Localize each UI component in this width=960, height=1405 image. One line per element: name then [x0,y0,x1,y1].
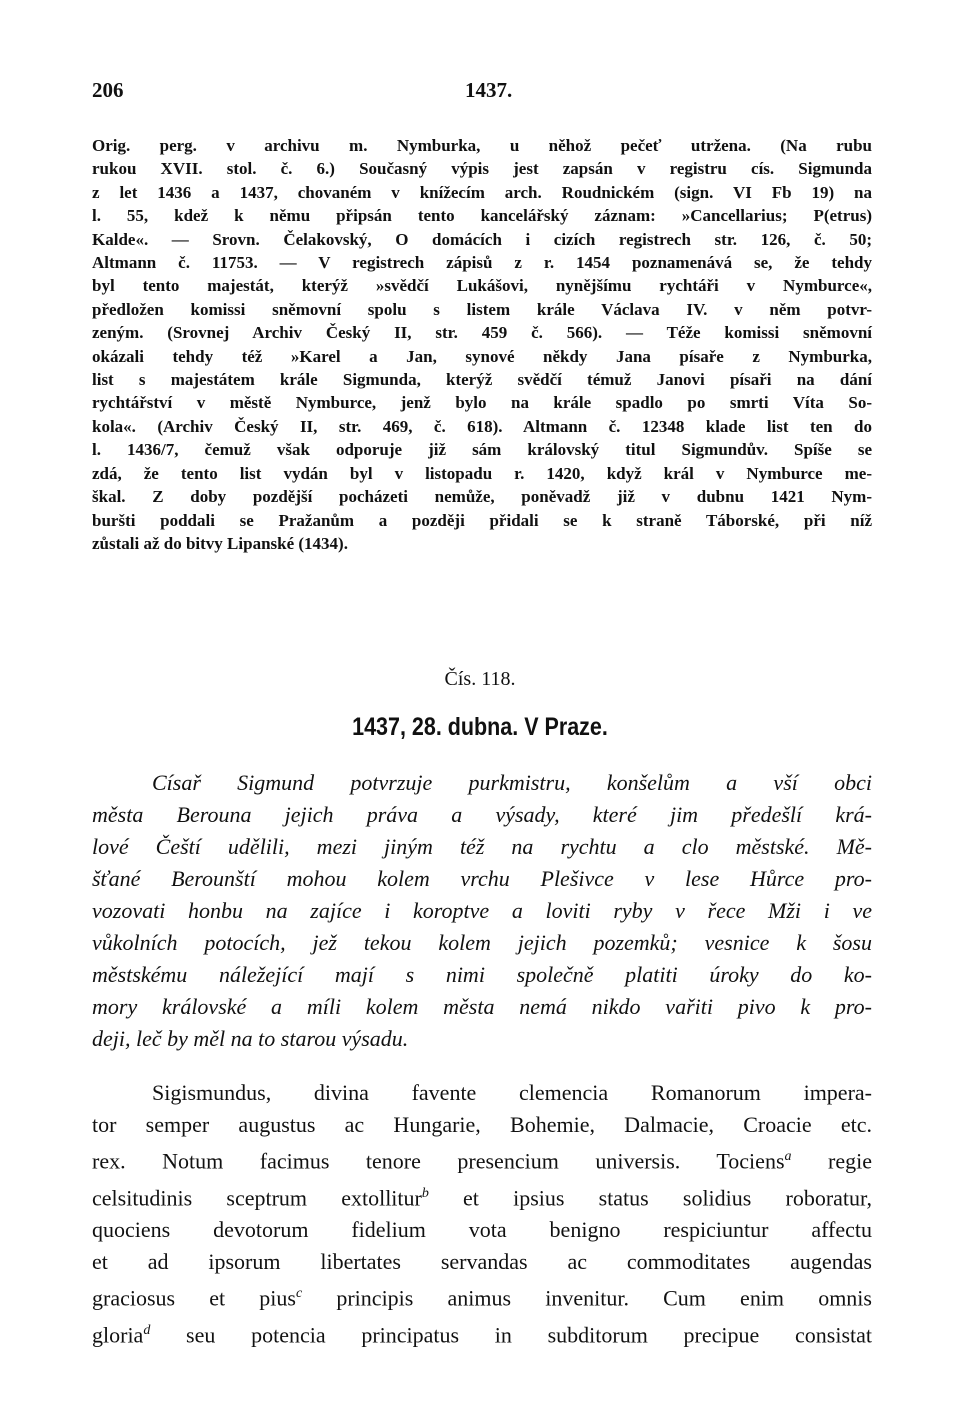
notes-line: z let 1436 a 1437, chovaném v knížecím arch. Roudnickém (sign. VI Fb 19) na [92,182,872,202]
page-header [92,78,872,108]
regest-summary [92,767,872,1055]
footnote-mark: b [421,1185,429,1201]
source-notes [92,134,872,555]
page-number: 206 [92,78,124,102]
notes-line: l. 1436/7, čemuž však odporuje již sám královský titul Sigmundův. Spíše se [92,440,872,460]
latin-line: tor semper augustus ac Hungarie, Bohemie, Dalmacie, Croacie etc. [92,1112,872,1138]
latin-text: et ipsius status solidius roboratur, [463,1184,872,1210]
latin-line: Sigismundus, divina favente clemencia Romanorum impera- [152,1080,872,1105]
latin-text: rex. Notum facimus tenore presencium universis. Tociens [92,1148,785,1174]
latin-line [92,1141,872,1177]
notes-line: zůstali až do bitvy Lipanské (1434). [92,533,348,553]
footnote-mark: a [784,1149,792,1165]
notes-line: kola«. (Archiv Český II, str. 469, č. 618). Altmann č. 12348 klade list ten do [92,416,872,436]
latin-line: et ad ipsorum libertates servandas ac commoditates augendas [92,1249,872,1275]
latin-charter-text [92,1077,872,1351]
notes-line: zeným. (Srovnej Archiv Český II, str. 459 č. 566). — Téže komissi sněmovní [92,323,872,343]
regest-line: městskému náležející mají s nimi společně platiti úroky do ko- [92,962,872,987]
regest-line: vozovati honbu na zajíce i koroptve a loviti ryby v řece Mži i ve [92,898,872,923]
regest-line: deji, leč by měl na to starou výsadu. [92,1026,409,1051]
notes-line: zdá, že tento list vydán byl v listopadu r. 1420, když král v Nymburce me- [92,463,872,483]
notes-line: buršti poddali se Pražanům a později přidali se k straně Táborské, při níž [92,510,872,530]
regest-line: Císař Sigmund potvrzuje purkmistru, konšelům a vší obci [152,770,872,795]
footnote-mark: d [143,1322,151,1338]
regest-line: města Berouna jejich práva a výsady, které jim předešlí krá- [92,802,872,827]
latin-text: gloria [92,1321,144,1347]
notes-line: l. 55, kdež k němu připsán tento kancelářský záznam: »Cancellarius; P(etrus) [92,206,872,226]
notes-line: předložen komissi sněmovní spolu s listem krále Václava IV. v něm potvr- [92,299,872,319]
regest-line: šťané Berounští mohou kolem vrchu Plešivce v lese Hůrce pro- [92,866,872,891]
footnote-mark: c [295,1286,303,1302]
document-number: Čís. 118. [444,668,516,690]
document-date-heading: 1437, 28. dubna. V Praze. [352,713,608,741]
latin-line [92,1278,872,1314]
notes-line: škal. Z doby pozdější pocházeti nemůže, poněvadž již v dubnu 1421 Nym- [92,487,872,507]
latin-line [92,1178,872,1214]
notes-line: rukou XVII. stol. č. 6.) Současný výpis jest zapsán v registru cís. Sigmunda [92,159,872,179]
regest-line: lové Čeští udělili, mezi jiným též na rychtu a clo městské. Mě- [92,834,872,859]
latin-text: celsitudinis sceptrum extollitur [92,1184,422,1210]
latin-text: regie [828,1148,872,1174]
notes-line: Kalde«. — Srovn. Čelakovský, O domácích i cizích registrech str. 126, č. 50; [92,229,872,249]
latin-text: seu potencia principatus in subditorum precipue consistat [186,1321,872,1347]
notes-line: list s majestátem krále Sigmunda, kterýž svědčí témuž Janovi písaři na dání [92,370,872,390]
latin-text: principis animus invenitur. Cum enim omnis [336,1285,872,1311]
notes-line: Altmann č. 11753. — V registrech zápisů z r. 1454 poznamenává se, že tehdy [92,253,872,273]
regest-line: mory královské a míli kolem města nemá nikdo vařiti pivo k pro- [92,994,872,1019]
latin-text: graciosus et pius [92,1285,296,1311]
latin-line: quociens devotorum fidelium vota benigno respiciuntur affectu [92,1217,872,1243]
notes-line: byl tento majestát, kterýž »svědčí Lukášovi, nynějšímu rychtáři v Nymburce«, [92,276,872,296]
notes-line: okázali tehdy též »Karel a Jan, synové někdy Jana písaře z Nymburka, [92,346,872,366]
notes-line: rychtářství v městě Nymburce, jenž bylo na krále spadlo po smrti Víta So- [92,393,872,413]
running-head-year: 1437. [465,78,513,102]
notes-line: Orig. perg. v archivu m. Nymburka, u něhož pečeť utržena. (Na rubu [92,136,872,155]
latin-line [92,1315,872,1351]
regest-line: vůkolních potocích, jež tekou kolem jejich pozemků; vesnice k šosu [92,930,872,955]
